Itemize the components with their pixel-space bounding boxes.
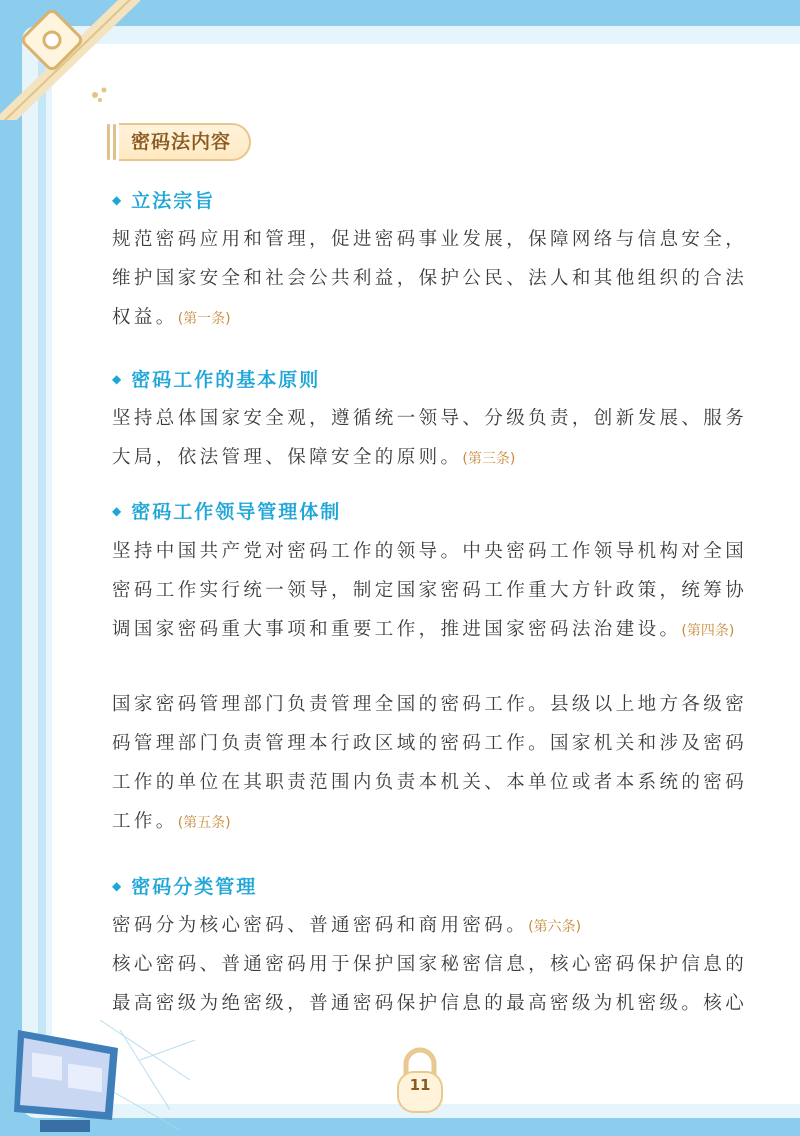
page-number: 11 (409, 1076, 431, 1094)
heading-leadership-system (112, 497, 341, 524)
badge-bars (107, 124, 117, 160)
article-reference: (第六条) (528, 919, 582, 935)
paragraph-line (112, 443, 515, 469)
paragraph-line: 坚持总体国家安全观，遵循统一领导、分级负责，创新发展、服务 (112, 408, 748, 429)
paragraph-line (112, 303, 231, 329)
paragraph-line: 规范密码应用和管理，促进密码事业发展，保障网络与信息安全， (112, 229, 748, 250)
paragraph-line: 核心密码、普通密码用于保护国家秘密信息，核心密码保护信息的 (112, 954, 748, 975)
section-badge (107, 124, 251, 160)
paragraph-line (112, 911, 581, 937)
paragraph-line: 坚持中国共产党对密码工作的领导。中央密码工作领导机构对全国 (112, 541, 748, 562)
paragraph-text: 调国家密码重大事项和重要工作，推进国家密码法治建设。 (112, 619, 682, 640)
paragraph-line (112, 807, 231, 833)
monitor-icon (0, 1020, 200, 1136)
side-stripe (38, 38, 46, 1108)
key-icon (0, 0, 140, 120)
badge-title: 密码法内容 (119, 123, 251, 161)
article-reference: (第四条) (681, 623, 735, 639)
paragraph-line: 维护国家安全和社会公共利益，保护公民、法人和其他组织的合法 (112, 268, 748, 289)
diamond-bullet-icon: ◆ (112, 372, 124, 386)
paragraph-line: 最高密级为绝密级，普通密码保护信息的最高密级为机密级。核心 (112, 993, 748, 1014)
article-reference: (第一条) (177, 311, 231, 327)
paragraph-line: 密码工作实行统一领导，制定国家密码工作重大方针政策，统筹协 (112, 580, 748, 601)
paragraph-line: 工作的单位在其职责范围内负责本机关、本单位或者本系统的密码 (112, 772, 748, 793)
heading-text: 密码分类管理 (131, 876, 258, 898)
article-reference: (第五条) (177, 815, 231, 831)
paragraph-line (112, 615, 734, 641)
diamond-bullet-icon: ◆ (112, 504, 124, 518)
diamond-bullet-icon: ◆ (112, 193, 124, 207)
heading-text: 密码工作的基本原则 (131, 369, 321, 391)
diamond-bullet-icon: ◆ (112, 879, 124, 893)
paragraph-line: 码管理部门负责管理本行政区域的密码工作。国家机关和涉及密码 (112, 733, 748, 754)
heading-basic-principles (112, 365, 320, 392)
paragraph-text: 工作。 (112, 811, 178, 832)
paragraph-text: 权益。 (112, 307, 178, 328)
paragraph-line: 国家密码管理部门负责管理全国的密码工作。县级以上地方各级密 (112, 694, 748, 715)
heading-legislative-purpose (112, 186, 215, 213)
heading-text: 密码工作领导管理体制 (131, 501, 342, 523)
heading-text: 立法宗旨 (131, 190, 216, 212)
paragraph-text: 密码分为核心密码、普通密码和商用密码。 (112, 915, 529, 936)
paragraph-text: 大局，依法管理、保障安全的原则。 (112, 447, 463, 468)
heading-classification (112, 872, 257, 899)
article-reference: (第三条) (462, 451, 516, 467)
